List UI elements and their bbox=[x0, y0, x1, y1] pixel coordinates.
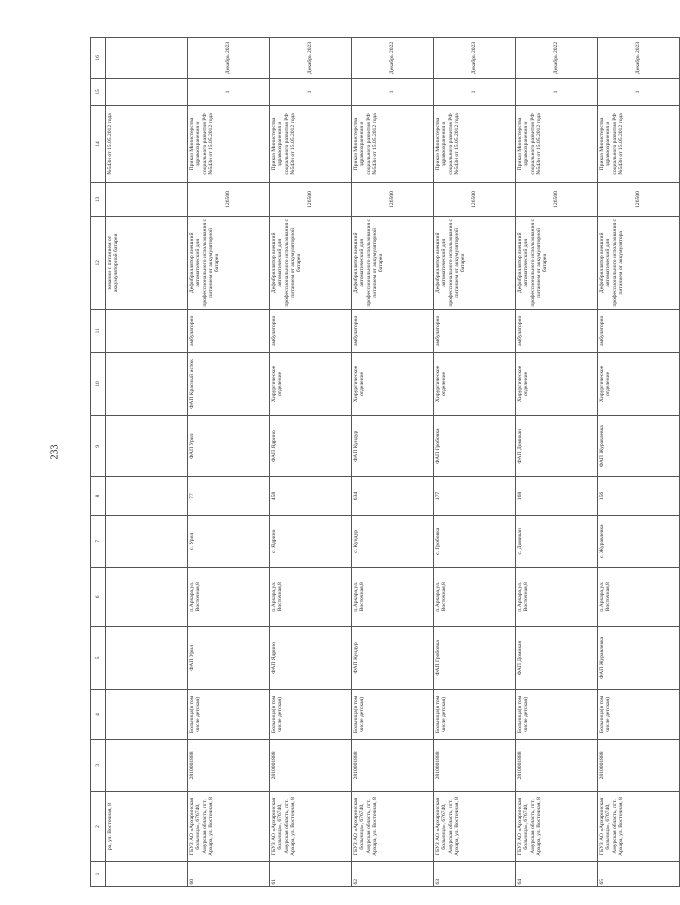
column-number-cell: 15 bbox=[91, 78, 106, 105]
column-number-cell: 11 bbox=[91, 309, 106, 352]
cell-village: с. Ядрино bbox=[270, 515, 352, 567]
cell-inn: 2810001888 bbox=[270, 739, 352, 791]
cell-fap-name: ФАП Журавлевка bbox=[598, 626, 680, 689]
cell-population: 156 bbox=[598, 477, 680, 515]
cell-row-number: 61 bbox=[270, 862, 352, 887]
column-number-cell: 3 bbox=[91, 739, 106, 791]
cell-order: Приказ Министерства здравоохранения и социального развития РФ №543н от 15.05.2012 года bbox=[270, 106, 352, 183]
cell-quantity: 1 bbox=[270, 78, 352, 105]
cell-facility-type: Больница(в том числе детская) bbox=[516, 690, 598, 740]
column-number-cell: 7 bbox=[91, 515, 106, 567]
cell-price: 126500 bbox=[352, 182, 434, 216]
cell-unit: ФАП Журавлевка bbox=[598, 416, 680, 477]
cell-fap-name: ФАП Домикан bbox=[516, 626, 598, 689]
column-number-cell: 14 bbox=[91, 106, 106, 183]
cell-address: п.Архара,ул. Восточная,8 bbox=[352, 567, 434, 626]
cell-village: с. Урил bbox=[188, 515, 270, 567]
column-number-cell: 8 bbox=[91, 477, 106, 515]
cell-org-name: ГБУЗ АО «Архаринская больница», 676740, Амурская область, пгт. Архара, ул. Восточная, 8 bbox=[188, 791, 270, 861]
cell-device: Дефибриллятор внешний автоматический для профессионального использования с питанием от аккумуляторной батареи bbox=[270, 216, 352, 309]
cell-facility-type: Больница(в том числе детская) bbox=[270, 690, 352, 740]
cell-date: Декабрь 2022 bbox=[352, 38, 434, 79]
cell-inn: 2810001888 bbox=[188, 739, 270, 791]
column-number-cell: 13 bbox=[91, 182, 106, 216]
cell-care-type: амбулаторно bbox=[598, 309, 680, 352]
cell-quantity: 1 bbox=[352, 78, 434, 105]
table-body bbox=[91, 38, 680, 887]
column-number-cell: 1 bbox=[91, 862, 106, 887]
cell-care-type: амбулаторно bbox=[352, 309, 434, 352]
cell-village: с. Кундур bbox=[352, 515, 434, 567]
cell-population: 168 bbox=[516, 477, 598, 515]
column-number-cell: 2 bbox=[91, 791, 106, 861]
cell-date: Декабрь 2023 bbox=[434, 38, 516, 79]
cell-price: 126500 bbox=[598, 182, 680, 216]
cell-population: 458 bbox=[270, 477, 352, 515]
partial-row bbox=[106, 38, 188, 887]
cell-org-name: ГБУЗ АО «Архаринская больница», 676740, Амурская область, пгт. Архара, ул. Восточная, 8 bbox=[270, 791, 352, 861]
cell-department: Хирургическое отделение bbox=[434, 352, 516, 415]
column-number-cell: 5 bbox=[91, 626, 106, 689]
cell-empty bbox=[106, 182, 188, 216]
cell-empty bbox=[106, 416, 188, 477]
cell-order: Приказ Министерства здравоохранения и социального развития РФ №543н от 15.05.2012 года bbox=[516, 106, 598, 183]
cell-empty bbox=[106, 78, 188, 105]
table-row bbox=[188, 38, 270, 887]
cell-price: 126500 bbox=[434, 182, 516, 216]
cell-fap-name: ФАП Урил bbox=[188, 626, 270, 689]
column-number-cell: 4 bbox=[91, 690, 106, 740]
cell-department: Хирургическое отделение bbox=[516, 352, 598, 415]
column-number-cell: 10 bbox=[91, 352, 106, 415]
table-row bbox=[434, 38, 516, 887]
cell-empty bbox=[106, 309, 188, 352]
cell-quantity: 1 bbox=[434, 78, 516, 105]
cell-org: ра, ул. Восточная, 8 bbox=[106, 791, 188, 861]
cell-row-number: 65 bbox=[598, 862, 680, 887]
cell-department: ФАП Красный исток bbox=[188, 352, 270, 415]
cell-empty bbox=[106, 38, 188, 79]
cell-department: Хирургическое отделение bbox=[598, 352, 680, 415]
equipment-table bbox=[90, 37, 680, 887]
cell-empty bbox=[106, 626, 188, 689]
cell-care-type: амбулаторно bbox=[188, 309, 270, 352]
cell-order: Приказ Министерства здравоохранения и социального развития РФ №543н от 15.05.2012 года bbox=[352, 106, 434, 183]
cell-unit: ФАП Домикан bbox=[516, 416, 598, 477]
cell-price: 126500 bbox=[516, 182, 598, 216]
cell-village: с. Гробовка bbox=[434, 515, 516, 567]
cell-device: Дефибриллятор внешний автоматический для профессионального использования с питанием от аккумуляторной батареи bbox=[352, 216, 434, 309]
cell-inn: 2810001888 bbox=[352, 739, 434, 791]
cell-unit: ФАП Кундур bbox=[352, 416, 434, 477]
table-row bbox=[352, 38, 434, 887]
table-row bbox=[516, 38, 598, 887]
column-number-cell: 9 bbox=[91, 416, 106, 477]
cell-facility-type: Больница(в том числе детская) bbox=[434, 690, 516, 740]
cell-date: Декабрь 2023 bbox=[188, 38, 270, 79]
cell-village: с. Журавлевка bbox=[598, 515, 680, 567]
cell-population: 177 bbox=[434, 477, 516, 515]
cell-order: Приказ Министерства здравоохранения и социального развития РФ №543н от 15.05.2012 года bbox=[598, 106, 680, 183]
cell-org-name: ГБУЗ АО «Архаринская больница», 676740, Амурская область, пгт. Архара, ул. Восточная, 8 bbox=[598, 791, 680, 861]
cell-device: Дефибриллятор внешний автоматический для профессионального использования с питанием от аккумулятора bbox=[598, 216, 680, 309]
cell-org-name: ГБУЗ АО «Архаринская больница», 676740, Амурская область, пгт. Архара, ул. Восточная, 8 bbox=[516, 791, 598, 861]
cell-address: п.Архара,ул. Восточная,8 bbox=[270, 567, 352, 626]
cell-fap-name: ФАП Гробовка bbox=[434, 626, 516, 689]
cell-department: Хирургическое отделение bbox=[270, 352, 352, 415]
cell-inn: 2810001888 bbox=[598, 739, 680, 791]
cell-care-type: амбулаторно bbox=[434, 309, 516, 352]
rotated-table-container bbox=[90, 37, 642, 887]
cell-empty bbox=[106, 477, 188, 515]
cell-empty bbox=[106, 862, 188, 887]
table-row bbox=[598, 38, 680, 887]
cell-inn: 2810001888 bbox=[434, 739, 516, 791]
cell-order: №543н от 15.05.2012 года bbox=[106, 106, 188, 183]
cell-order: Приказ Министерства здравоохранения и социального развития РФ №543н от 15.05.2012 года bbox=[188, 106, 270, 183]
column-number-cell: 6 bbox=[91, 567, 106, 626]
cell-village: с. Домикан bbox=[516, 515, 598, 567]
cell-address: п.Архара,ул. Восточная,8 bbox=[516, 567, 598, 626]
page-number: 233 bbox=[49, 444, 61, 460]
cell-facility-type: Больница(в том числе детская) bbox=[352, 690, 434, 740]
column-number-cell: 16 bbox=[91, 38, 106, 79]
cell-empty bbox=[106, 352, 188, 415]
cell-empty bbox=[106, 739, 188, 791]
cell-population: 77 bbox=[188, 477, 270, 515]
cell-date: Декабрь 2023 bbox=[270, 38, 352, 79]
cell-order: Приказ Министерства здравоохранения и социального развития РФ №543н от 15.05.2012 года bbox=[434, 106, 516, 183]
cell-facility-type: Больница(в том числе детская) bbox=[598, 690, 680, 740]
cell-unit: ФАП Ядрино bbox=[270, 416, 352, 477]
cell-device: зовании с питанием от аккумуляторной батареи bbox=[106, 216, 188, 309]
cell-empty bbox=[106, 690, 188, 740]
cell-address: п.Архара,ул. Восточная,8 bbox=[434, 567, 516, 626]
cell-row-number: 64 bbox=[516, 862, 598, 887]
table-row bbox=[270, 38, 352, 887]
cell-row-number: 60 bbox=[188, 862, 270, 887]
cell-empty bbox=[106, 567, 188, 626]
cell-row-number: 63 bbox=[434, 862, 516, 887]
cell-population: 634 bbox=[352, 477, 434, 515]
cell-address: п.Архара,ул. Восточная,8 bbox=[188, 567, 270, 626]
column-number-row bbox=[91, 38, 106, 887]
cell-care-type: амбулаторно bbox=[270, 309, 352, 352]
cell-device: Дефибриллятор внешний автоматический для профессионального использования с питанием от аккумуляторной батареи bbox=[188, 216, 270, 309]
cell-price: 126500 bbox=[188, 182, 270, 216]
cell-device: Дефибриллятор внешний автоматический для профессионального использования с питанием от аккумуляторной батареи bbox=[434, 216, 516, 309]
cell-date: Декабрь 2023 bbox=[598, 38, 680, 79]
cell-fap-name: ФАП Кундур bbox=[352, 626, 434, 689]
cell-address: п.Архара,ул. Восточная,8 bbox=[598, 567, 680, 626]
cell-quantity: 1 bbox=[598, 78, 680, 105]
cell-unit: ФАП Гробовка bbox=[434, 416, 516, 477]
cell-price: 126500 bbox=[270, 182, 352, 216]
cell-inn: 2810001888 bbox=[516, 739, 598, 791]
cell-quantity: 1 bbox=[516, 78, 598, 105]
cell-quantity: 1 bbox=[188, 78, 270, 105]
cell-device: Дефибриллятор внешний автоматический для профессионального использования с питанием от аккумуляторной батареи bbox=[516, 216, 598, 309]
cell-care-type: амбулаторно bbox=[516, 309, 598, 352]
cell-org-name: ГБУЗ АО «Архаринская больница», 676740, Амурская область, пгт. Архара, ул. Восточная, 8 bbox=[434, 791, 516, 861]
cell-fap-name: ФАП Ядрино bbox=[270, 626, 352, 689]
cell-department: Хирургическое отделение bbox=[352, 352, 434, 415]
column-number-cell: 12 bbox=[91, 216, 106, 309]
cell-unit: ФАП Урил bbox=[188, 416, 270, 477]
cell-facility-type: Больница(в том числе детская) bbox=[188, 690, 270, 740]
cell-date: Декабрь 2022 bbox=[516, 38, 598, 79]
cell-row-number: 62 bbox=[352, 862, 434, 887]
cell-empty bbox=[106, 515, 188, 567]
cell-org-name: ГБУЗ АО «Архаринская больница», 676740, Амурская область, пгт. Архара, ул. Восточная, 8 bbox=[352, 791, 434, 861]
